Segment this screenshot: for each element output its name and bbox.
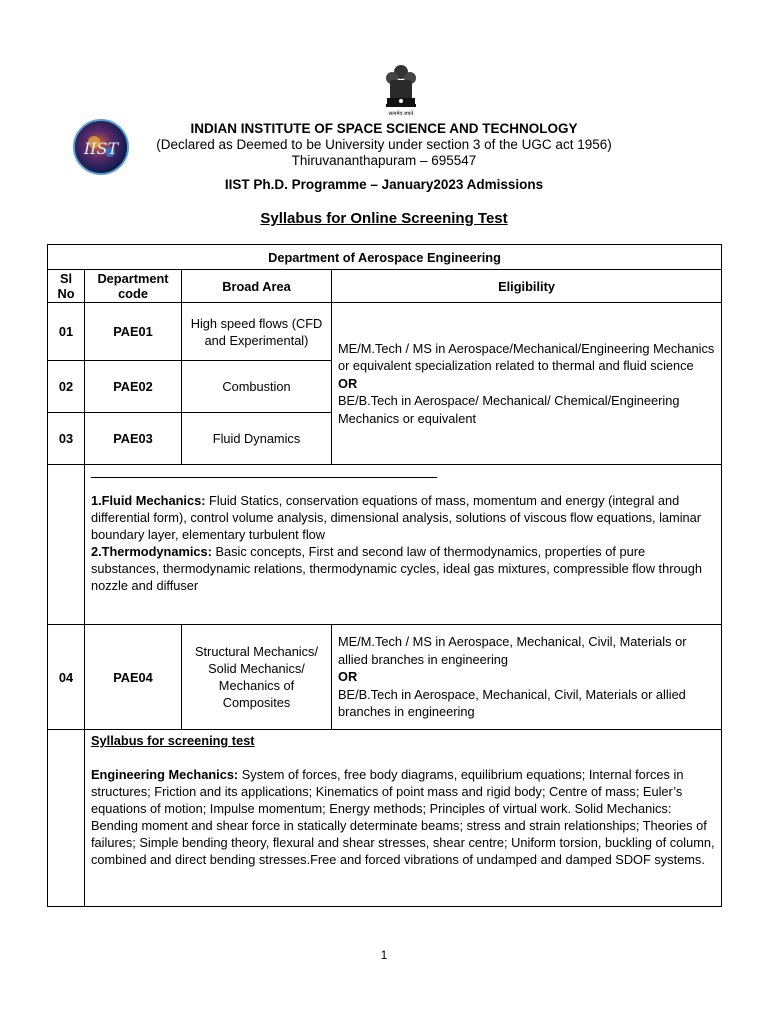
emblem-motto: सत्यमेव जयते [388,111,414,117]
syllabus-table [47,244,722,907]
area-cell: Structural Mechanics/ Solid Mechanics/ Mechanics of Composites [182,625,332,730]
engineering-mechanics-text: System of forces, free body diagrams, equilibrium equations; Internal forces in structures; Friction and its applications; Kinematics of point mass and rigid body; Centre of mass; Euler’s equations of motion; Impulse momentum; Energy methods; Principles of virtual work. Solid Mechanics: Bending moment and shear force in statically determinate beams; stress and strain relationships; Theories of failures; Simple bending theory, flexural and shear stresses, shear centre; Uniform torsion, buckling of column, combined and direct bending stresses.Free and forced vibrations of undamped and damped SDOF systems. [91,767,715,867]
syllabus-row [48,465,722,625]
area-cell: Fluid Dynamics [182,413,332,465]
syllabus-row [48,730,722,907]
engineering-mechanics-title: Engineering Mechanics: [91,767,239,782]
or-text: OR [338,375,358,391]
table-row [48,303,722,361]
eligibility-text: ME/M.Tech / MS in Aerospace, Mechanical, Civil, Materials or allied branches in engineering [338,634,687,667]
thermodynamics-title: 2.Thermodynamics: [91,544,212,559]
sl-cell: 04 [48,625,85,730]
or-text: OR [338,669,358,685]
engineering-mechanics-paragraph [91,766,715,868]
eligibility-text: ME/M.Tech / MS in Aerospace/Mechanical/Engineering Mechanics or equivalent specialization related to thermal and fluid science [338,340,715,374]
thermodynamics-paragraph [91,543,715,594]
national-emblem-icon [381,62,421,118]
programme-title: IIST Ph.D. Programme – January2023 Admissions [224,177,544,192]
empty-cell [48,465,85,625]
logo-text: IIST [83,139,119,158]
code-cell: PAE02 [85,361,182,413]
header-broad-area: Broad Area [182,270,332,303]
table-row [48,625,722,730]
fluid-mechanics-title: 1.Fluid Mechanics: [91,493,206,508]
sl-cell: 02 [48,361,85,413]
area-cell: High speed flows (CFD and Experimental) [182,303,332,361]
eligibility-cell [332,303,722,465]
syllabus-heading: Syllabus for screening test [91,733,255,748]
department-row [48,245,722,270]
header-eligibility: Eligibility [332,270,722,303]
fluid-mechanics-text: Fluid Statics, conservation equations of mass, momentum and energy (integral and differential form), control volume analysis, dimensional analysis, solutions of viscous flow equations, laminar boundary layer, elementary turbulent flow [91,493,702,542]
thermodynamics-text: Basic concepts, First and second law of thermodynamics, properties of pure substances, thermodynamic relations, thermodynamic cycles, ideal gas mixtures, compressible flow through nozzle and diffuser [91,544,702,593]
department-title: Department of Aerospace Engineering [48,245,722,270]
eligibility-cell [332,625,722,730]
page-number: 1 [380,948,388,962]
page-title: Syllabus for Online Screening Test [260,210,508,227]
separator-line [91,477,437,478]
location-text: Thiruvananthapuram – 695547 [291,153,477,168]
eligibility-text: BE/B.Tech in Aerospace/ Mechanical/ Chemical/Engineering Mechanics or equivalent [338,393,680,426]
syllabus-cell [85,730,722,907]
header-row [48,270,722,303]
sl-cell: 01 [48,303,85,361]
code-cell: PAE04 [85,625,182,730]
header-dept-code: Department code [85,270,182,303]
empty-cell [48,730,85,907]
sl-cell: 03 [48,413,85,465]
header-sl-no: Sl No [48,270,85,303]
syllabus-cell [85,465,722,625]
eligibility-text: BE/B.Tech in Aerospace, Mechanical, Civil, Materials or allied branches in engineering [338,686,686,720]
code-cell: PAE01 [85,303,182,361]
code-cell: PAE03 [85,413,182,465]
institute-name: INDIAN INSTITUTE OF SPACE SCIENCE AND TECHNOLOGY [190,121,578,136]
declaration-text: (Declared as Deemed to be University under section 3 of the UGC act 1956) [156,137,612,152]
fluid-mechanics-paragraph [91,492,715,543]
area-cell: Combustion [182,361,332,413]
